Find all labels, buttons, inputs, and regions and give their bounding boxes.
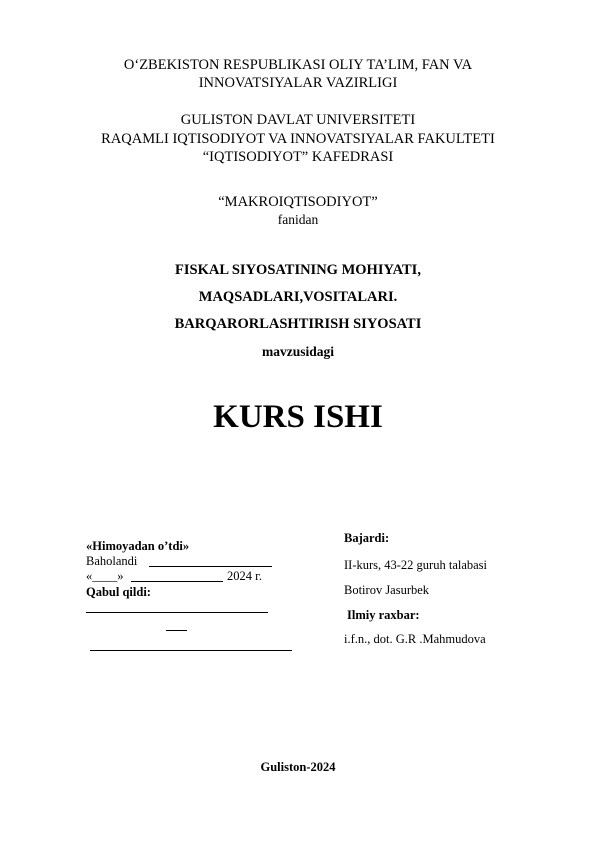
signature-line-short — [166, 630, 187, 631]
signature-line-1 — [86, 612, 268, 613]
accepted-label: Qabul qildi: — [86, 585, 151, 599]
supervisor-label: Ilmiy raxbar: — [347, 608, 420, 622]
student-name: Botirov Jasurbek — [344, 583, 430, 597]
supervisor-name: i.f.n., dot. G.R .Mahmudova — [344, 632, 486, 646]
topic-line-4: mavzusidagi — [261, 344, 334, 359]
topic-line-1: FISKAL SIYOSATINING MOHIYATI, — [175, 262, 421, 278]
subject-suffix: fanidan — [277, 212, 319, 227]
defended-label: «Himoyadan o’tdi» — [86, 539, 190, 553]
faculty-name: RAQAMLI IQTISODIYOT VA INNOVATSIYALAR FAKULTETI — [101, 131, 495, 147]
date-blank-line — [131, 581, 223, 582]
topic-line-3: BARQARORLASHTIRISH SIYOSATI — [174, 316, 422, 332]
university-name: GULISTON DAVLAT UNIVERSITETI — [180, 112, 416, 128]
work-type-title: KURS ISHI — [213, 399, 383, 435]
signature-line-2 — [90, 650, 292, 651]
ministry-line-1: O‘ZBEKISTON RESPUBLIKASI OLIY TA’LIM, FAN VA — [123, 57, 473, 73]
footer-city-year: Guliston-2024 — [260, 760, 336, 774]
performed-label: Bajardi: — [344, 531, 390, 545]
topic-line-2: MAQSADLARI,VOSITALARI. — [198, 289, 398, 305]
year-suffix: 2024 г. — [227, 569, 262, 583]
date-prefix: «____» — [86, 569, 124, 583]
department-name: “IQTISODIYOT” KAFEDRASI — [202, 149, 394, 165]
graded-label: Baholandi — [86, 554, 138, 568]
grade-blank-line — [149, 566, 272, 567]
student-info: II-kurs, 43-22 guruh talabasi — [344, 558, 488, 572]
subject-name: “MAKROIQTISODIYOT” — [218, 194, 378, 210]
ministry-line-2: INNOVATSIYALAR VAZIRLIGI — [198, 75, 398, 91]
